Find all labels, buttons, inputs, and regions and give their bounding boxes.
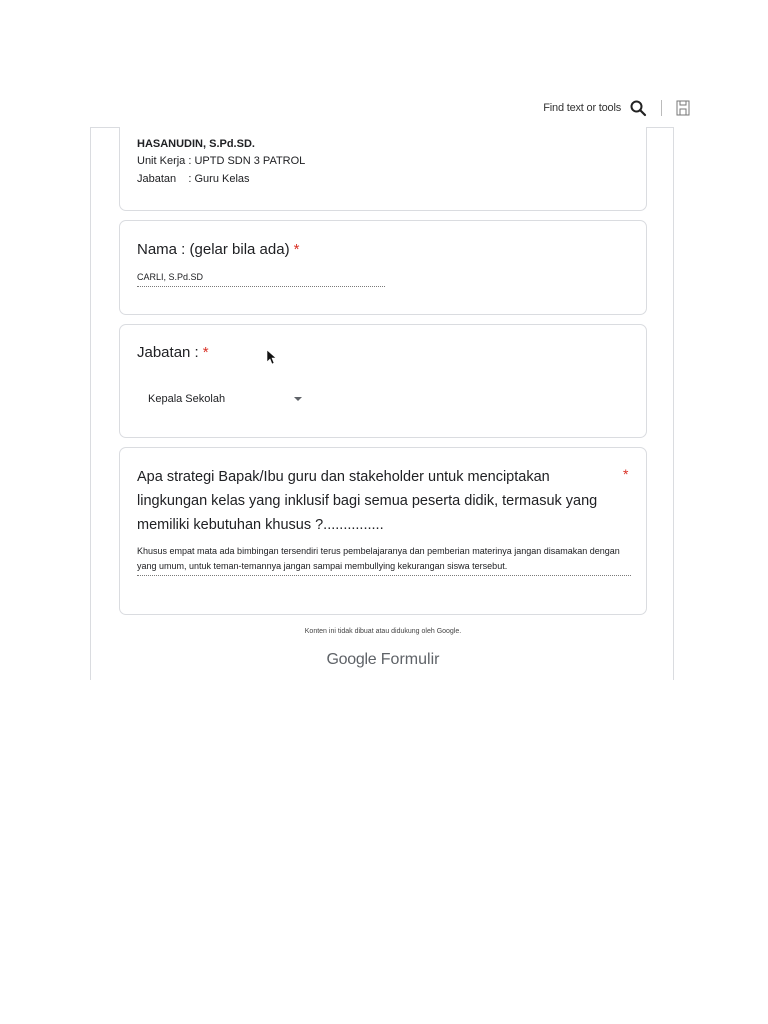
save-icon[interactable] [676,100,690,116]
required-asterisk: * [293,241,300,258]
respondent-info-card [119,127,647,211]
question-title [137,241,299,258]
unit-kerja-text: Unit Kerja : UPTD SDN 3 PATROL [137,155,306,167]
question-title-text: Apa strategi Bapak/Ibu guru dan stakeholder untuk menciptakan lingkungan kelas yang inklusif bagi semua peserta didik, termasuk yang memiliki kebutuhan khusus ?............... [137,469,598,533]
strategi-answer-field[interactable]: Khusus empat mata ada bimbingan tersendiri terus pembelajaranya dan pemberian materinya jangan disamakan dengan yang umum, untuk teman-temannya jangan sampai membullying kekurangan siswa tersebut. [137,544,631,576]
nama-answer-field[interactable]: CARLI, S.Pd.SD [137,272,385,287]
toolbar-divider [661,100,662,116]
respondent-name: HASANUDIN, S.Pd.SD. [137,138,255,150]
required-asterisk: * [202,344,209,361]
required-asterisk: * [623,466,629,482]
mouse-pointer-icon [266,349,276,365]
dropdown-arrow-icon [294,397,302,401]
dropdown-selected-value: Kepala Sekolah [148,393,226,405]
google-forms-logo[interactable] [91,651,675,669]
question-card-jabatan [119,324,647,438]
search-icon[interactable] [629,99,647,117]
question-card-nama [119,220,647,315]
question-card-strategi [119,447,647,615]
find-text-label[interactable]: Find text or tools [543,102,621,114]
brand-google-text: Google [326,651,377,668]
question-title [137,344,209,361]
question-title-text: Jabatan : [137,344,199,361]
jabatan-dropdown[interactable] [148,389,308,409]
question-title-text: Nama : (gelar bila ada) [137,241,290,258]
jabatan-text: Jabatan : Guru Kelas [137,173,250,185]
form-page [90,127,674,680]
brand-product-text: Formulir [380,651,440,668]
google-disclaimer: Konten ini tidak dibuat atau didukung oleh Google. [304,628,462,635]
pdf-toolbar [500,96,690,120]
